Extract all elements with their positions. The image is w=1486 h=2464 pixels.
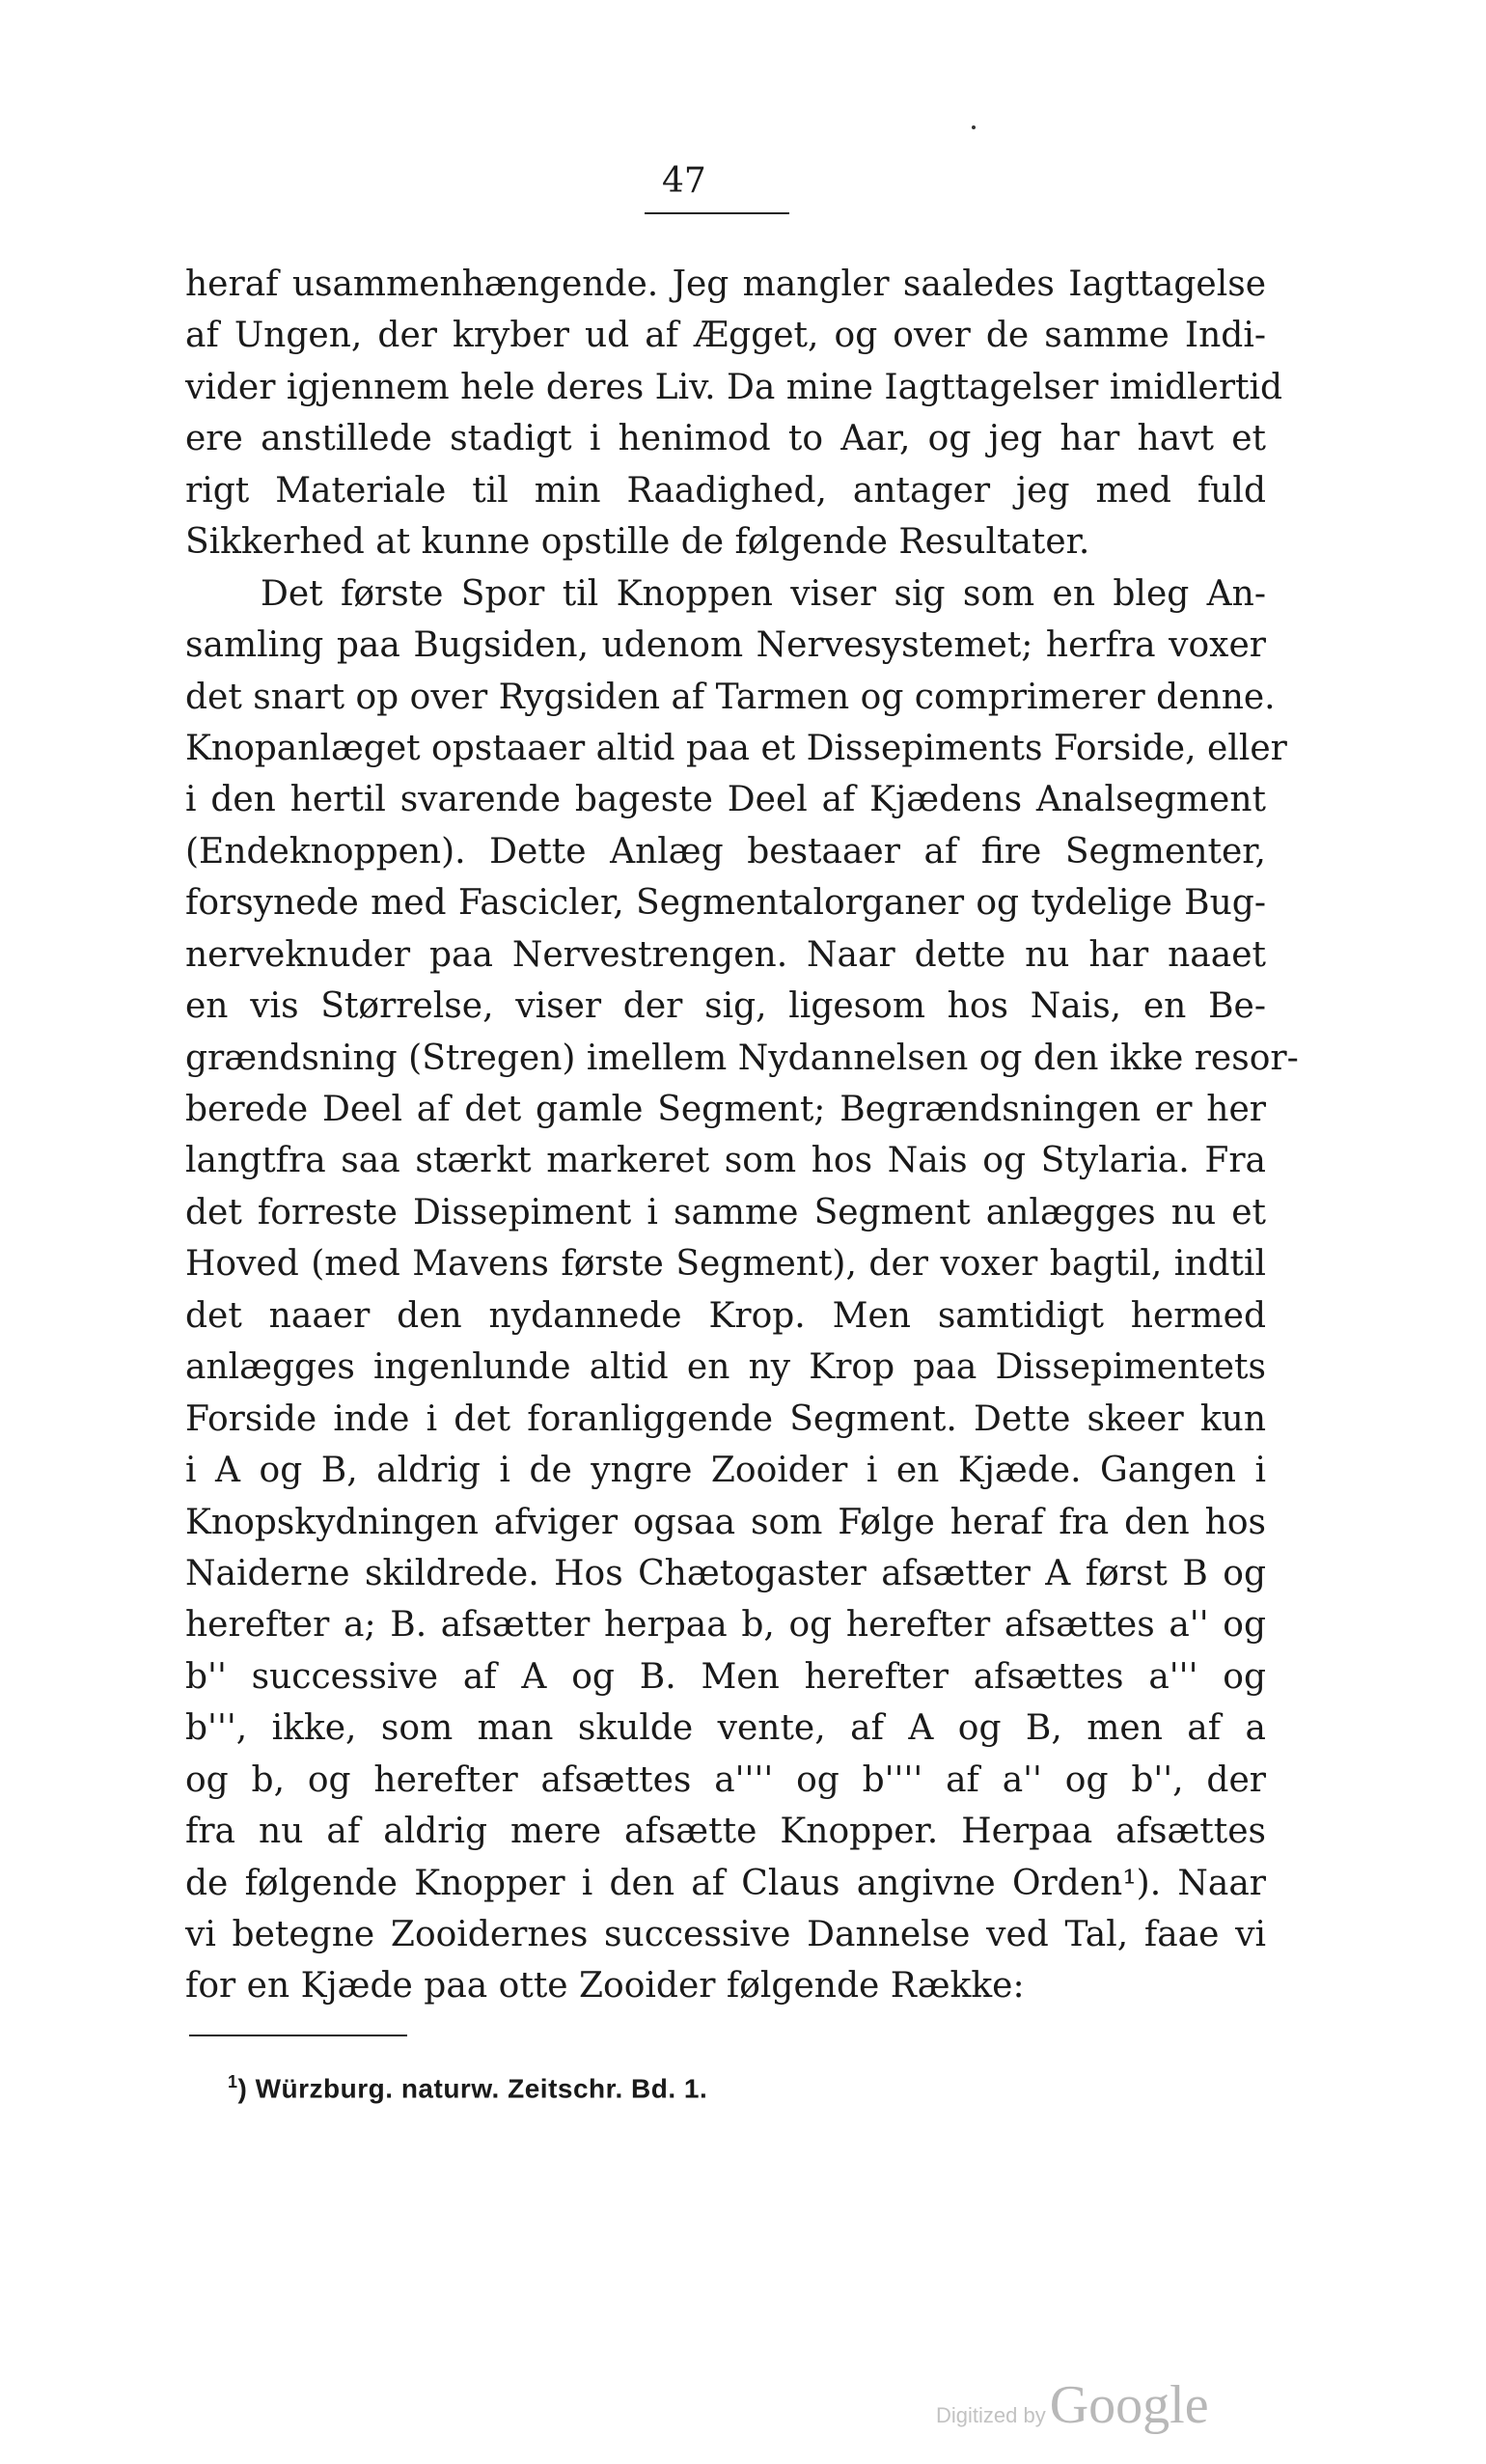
text-line: for en Kjæde paa otte Zooider følgende Række: xyxy=(185,1966,1025,2007)
text-line: Knopanlæget opstaaer altid paa et Dissepiments Forside, eller xyxy=(185,728,1287,768)
text-line: vi betegne Zooidernes successive Dannelse ved Tal, faae vi xyxy=(185,1915,1266,1954)
text-line: fra nu af aldrig mere afsætte Knopper. Herpaa afsættes xyxy=(185,1812,1266,1852)
text-line: Hoved (med Mavens første Segment), der voxer bagtil, indtil xyxy=(185,1244,1266,1285)
digitized-watermark xyxy=(936,2374,1209,2436)
text-line: samling paa Bugsiden, udenom Nervesystemet; herfra voxer xyxy=(185,625,1266,666)
text-line: grændsning (Stregen) imellem Nydannelsen og den ikke resor- xyxy=(185,1038,1299,1078)
text-line: en vis Størrelse, viser der sig, ligesom hos Nais, en Be- xyxy=(185,986,1266,1027)
text-line: Forside inde i det foranliggende Segment. Dette skeer kun xyxy=(185,1398,1266,1439)
text-line: berede Deel af det gamle Segment; Begrændsningen er her xyxy=(185,1090,1266,1129)
text-line: vider igjennem hele deres Liv. Da mine Iagttagelser imidlertid xyxy=(185,367,1283,407)
text-line: det snart op over Rygsiden af Tarmen og comprimerer denne. xyxy=(185,677,1276,717)
text-line: anlægges ingenlunde altid en ny Krop paa Dissepimentets xyxy=(185,1347,1266,1388)
text-line: forsynede med Fascicler, Segmentalorganer og tydelige Bug- xyxy=(185,883,1266,924)
text-line: b''', ikke, som man skulde vente, af A og B, men af a xyxy=(185,1708,1266,1749)
page-number: 47 xyxy=(662,161,706,201)
text-line: i den hertil svarende bageste Deel af Kjædens Analsegment xyxy=(185,780,1266,820)
text-line: heraf usammenhængende. Jeg mangler saaledes Iagttagelse xyxy=(185,264,1266,304)
text-line: nerveknuder paa Nervestrengen. Naar dette nu har naaet xyxy=(185,934,1266,975)
text-line: de følgende Knopper i den af Claus angivne Orden¹). Naar xyxy=(185,1863,1266,1903)
text-line: Sikkerhed at kunne opstille de følgende Resultater. xyxy=(185,522,1090,563)
page-number-rule xyxy=(645,212,789,214)
text-line: i A og B, aldrig i de yngre Zooider i en Kjæde. Gangen i xyxy=(185,1451,1266,1491)
text-line: Knopskydningen afviger ogsaa som Følge heraf fra den hos xyxy=(185,1502,1266,1542)
text-line: og b, og herefter afsættes a'''' og b'''' af a'' og b'', der xyxy=(185,1759,1266,1800)
text-line: b'' successive af A og B. Men herefter afsættes a''' og xyxy=(185,1656,1266,1697)
stray-mark xyxy=(972,125,976,129)
paragraph-start-line: Det første Spor til Knoppen viser sig som en bleg An- xyxy=(261,573,1266,614)
text-line: herefter a; B. afsætter herpaa b, og herefter afsættes a'' og xyxy=(185,1605,1266,1646)
footnote xyxy=(228,2073,707,2102)
watermark-prefix: Digitized by xyxy=(936,2403,1046,2427)
footnote-rule xyxy=(189,2035,407,2036)
text-line: rigt Materiale til min Raadighed, antager jeg med fuld xyxy=(185,470,1266,511)
text-line: ere anstillede stadigt i henimod to Aar, og jeg har havt et xyxy=(185,419,1266,459)
body-text xyxy=(185,259,1299,2012)
text-line: Naiderne skildrede. Hos Chætogaster afsætter A først B og xyxy=(185,1553,1266,1593)
text-line: langtfra saa stærkt markeret som hos Nais og Stylaria. Fra xyxy=(185,1141,1266,1181)
text-line: det forreste Dissepiment i samme Segment anlægges nu et xyxy=(185,1192,1266,1232)
text-line: (Endeknoppen). Dette Anlæg bestaaer af fire Segmenter, xyxy=(185,831,1266,872)
footnote-text: ) Würzburg. naturw. Zeitschr. Bd. 1. xyxy=(237,2073,708,2104)
text-line: af Ungen, der kryber ud af Ægget, og over de samme Indi- xyxy=(185,316,1266,356)
text-line: det naaer den nydannede Krop. Men samtidigt hermed xyxy=(185,1295,1266,1336)
footnote-marker: 1 xyxy=(228,2072,238,2091)
google-logo: Google xyxy=(1049,2375,1209,2435)
